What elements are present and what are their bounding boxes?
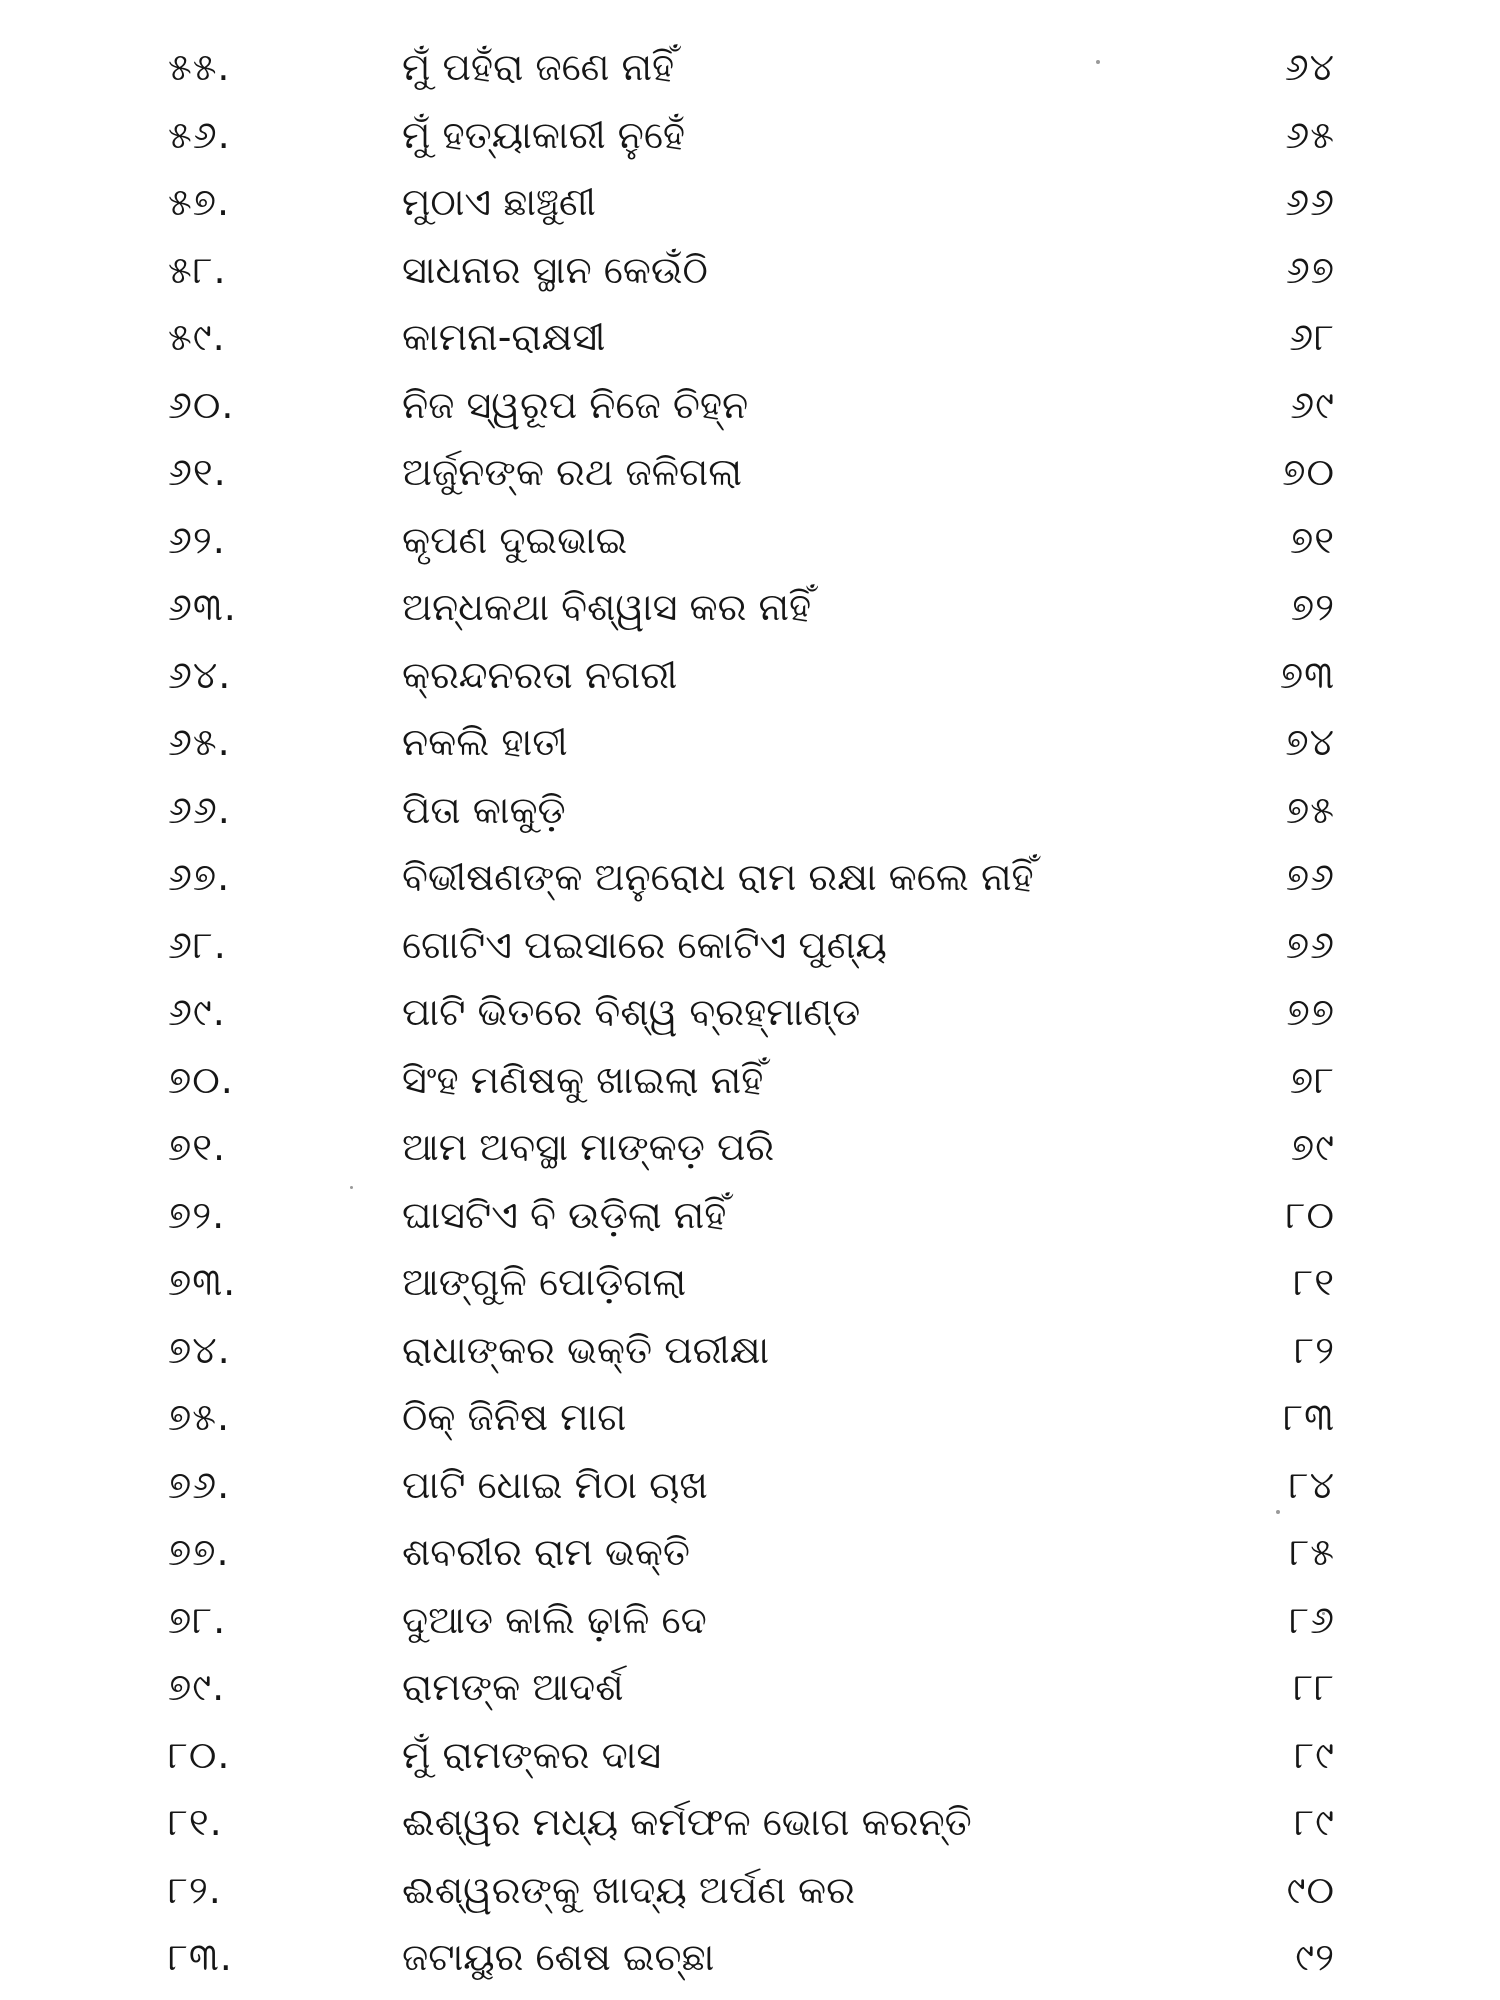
page-number: ୬୭ [1285, 247, 1335, 292]
chapter-title: ଘାସଟିଏ ବି ଉଡ଼ିଲା ନାହିଁ [402, 1192, 727, 1237]
page-number: ୮୪ [1288, 1462, 1335, 1507]
chapter-title: ନକଲି ହାତୀ [402, 720, 568, 764]
page-number: ୭୭ [1286, 990, 1335, 1034]
page-number: ୮୮ [1293, 1665, 1335, 1709]
toc-entry [0, 1726, 1500, 1794]
page-number: ୯୦ [1286, 1867, 1335, 1912]
page-number: ୮୫ [1289, 1530, 1335, 1574]
toc-entry [0, 1591, 1500, 1659]
toc-entry [0, 1321, 1500, 1389]
toc-entry [0, 1861, 1500, 1929]
page-number: ୬୫ [1285, 112, 1335, 157]
page-number: ୭୯ [1290, 1125, 1335, 1169]
chapter-title: ଗୋଟିଏ ପଇସାରେ କୋଟିଏ ପୁଣ୍ୟ [402, 922, 887, 967]
chapter-number: ୮୨. [168, 1867, 222, 1912]
page-number: ୬୪ [1284, 45, 1335, 89]
toc-entry [0, 1118, 1500, 1186]
toc-entry [0, 1456, 1500, 1524]
chapter-title: ପିତା କାକୁଡ଼ି [402, 787, 566, 832]
chapter-number: ୭୫. [168, 1395, 231, 1439]
chapter-title: ଦୁଆଡ କାଲି ଢ଼ାଳି ଦେ [402, 1597, 707, 1642]
chapter-number: ୬୭. [168, 855, 231, 899]
chapter-title: ମୁଁ ହତ୍ୟାକାରୀ ନୁହେଁ [402, 112, 686, 157]
toc-entry [0, 1186, 1500, 1254]
chapter-number: ୮୩. [168, 1935, 233, 1979]
toc-entry [0, 1658, 1500, 1726]
chapter-number: ୬୪. [168, 652, 232, 697]
toc-entry [0, 1051, 1500, 1119]
toc-entry [0, 916, 1500, 984]
contents-list [0, 38, 1500, 1996]
toc-entry [0, 1253, 1500, 1321]
chapter-number: ୭୪. [168, 1327, 231, 1372]
page-number: ୭୮ [1289, 1057, 1335, 1102]
chapter-title: ଅନ୍ଧକଥା ବିଶ୍ୱାସ କର ନାହିଁ [402, 585, 812, 629]
toc-entry [0, 376, 1500, 444]
page-number: ୯୨ [1295, 1935, 1335, 1979]
chapter-title: ଈଶ୍ୱରଙ୍କୁ ଖାଦ୍ୟ ଅର୍ପଣ କର [402, 1867, 855, 1912]
page-number: ୭୦ [1282, 450, 1335, 494]
chapter-number: ୬୩. [168, 585, 237, 629]
chapter-number: ୭୨. [168, 1192, 226, 1237]
page-number: ୮୯ [1294, 1732, 1335, 1777]
chapter-number: ୭୯. [168, 1665, 226, 1709]
chapter-number: ୫୯. [168, 315, 226, 359]
page-number: ୭୫ [1286, 787, 1335, 832]
page-number: ୬୬ [1285, 180, 1335, 224]
page-number: ୮୬ [1289, 1597, 1335, 1642]
chapter-title: କୃପଣ ଦୁଇଭାଇ [402, 517, 628, 562]
toc-entry [0, 1523, 1500, 1591]
page-number: ୭୬ [1285, 855, 1335, 899]
chapter-title: ଶବରୀର ରାମ ଭକ୍ତି [402, 1530, 690, 1574]
page-number: ୬୯ [1290, 382, 1335, 427]
chapter-number: ୭୮. [168, 1597, 227, 1642]
chapter-number: ୭୭. [168, 1530, 230, 1574]
toc-entry [0, 1928, 1500, 1996]
toc-entry [0, 848, 1500, 916]
page-number: ୭୬ [1285, 922, 1335, 967]
chapter-number: ୮୧. [168, 1800, 223, 1844]
chapter-title: ମୁଁ ପହଁରା ଜଣେ ନାହିଁ [402, 45, 675, 89]
chapter-number: ୫୭. [168, 180, 231, 224]
chapter-title: ଅର୍ଜୁନଙ୍କ ରଥ ଜଳିଗଲା [402, 450, 742, 494]
chapter-title: କ୍ରନ୍ଦନରତା ନଗରୀ [402, 652, 678, 697]
toc-entry [0, 443, 1500, 511]
chapter-number: ୭୦. [168, 1057, 234, 1102]
toc-entry [0, 983, 1500, 1051]
toc-entry [0, 173, 1500, 241]
page-number: ୮୧ [1293, 1260, 1335, 1304]
chapter-title: ସିଂହ ମଣିଷକୁ ଖାଇଲା ନାହିଁ [402, 1057, 764, 1102]
toc-entry [0, 578, 1500, 646]
page-number: ୮୦ [1285, 1192, 1335, 1237]
chapter-number: ୭୬. [168, 1462, 231, 1507]
chapter-title: ମୁଁ ରାମଙ୍କର ଦାସ [402, 1732, 662, 1777]
page-number: ୬୮ [1289, 315, 1335, 359]
page-number: ୭୨ [1290, 585, 1335, 629]
chapter-title: ରାମଙ୍କ ଆଦର୍ଶ [402, 1665, 624, 1709]
toc-entry [0, 713, 1500, 781]
chapter-title: ଆମ ଅବସ୍ଥା ମାଙ୍କଡ଼ ପରି [402, 1125, 775, 1169]
chapter-number: ୫୫. [168, 45, 231, 89]
chapter-number: ୮୦. [168, 1732, 231, 1777]
toc-entry [0, 308, 1500, 376]
chapter-number: ୫୬. [168, 112, 231, 157]
page-number: ୭୪ [1285, 720, 1335, 764]
page-number: ୮୩ [1283, 1395, 1335, 1439]
chapter-title: ଆଙ୍ଗୁଳି ପୋଡ଼ିଗଲା [402, 1260, 687, 1304]
chapter-title: ପାଟି ଭିତରେ ବିଶ୍ୱ ବ୍ରହ୍ମାଣ୍ଡ [402, 990, 861, 1034]
chapter-number: ୬୦. [168, 382, 235, 427]
toc-entry [0, 38, 1500, 106]
page-number: ୭୧ [1289, 517, 1335, 562]
chapter-title: କାମନା-ରାକ୍ଷସୀ [402, 315, 606, 359]
chapter-title: ପାଟି ଧୋଇ ମିଠା ଚାଖ [402, 1462, 708, 1507]
chapter-title: ବିଭୀଷଣଙ୍କ ଅନୁରୋଧ ରାମ ରକ୍ଷା କଲେ ନାହିଁ [402, 855, 1034, 899]
toc-entry [0, 106, 1500, 174]
chapter-title: ଜଟାୟୁର ଶେଷ ଇଚ୍ଛା [402, 1935, 715, 1979]
chapter-number: ୬୨. [168, 517, 226, 562]
toc-entry [0, 1388, 1500, 1456]
chapter-number: ୬୮. [168, 922, 227, 967]
toc-entry [0, 781, 1500, 849]
chapter-number: ୬୫. [168, 720, 231, 764]
chapter-title: ରାଧାଙ୍କର ଭକ୍ତି ପରୀକ୍ଷା [402, 1327, 770, 1372]
chapter-number: ୫୮. [168, 247, 227, 292]
chapter-number: ୬୬. [168, 787, 231, 832]
chapter-number: ୭୧. [168, 1125, 227, 1169]
page-number: ୭୩ [1279, 652, 1335, 697]
chapter-number: ୬୧. [168, 450, 227, 494]
chapter-title: ଠିକ୍ ଜିନିଷ ମାଗ [402, 1395, 627, 1439]
chapter-number: ୭୩. [168, 1260, 237, 1304]
chapter-title: ନିଜ ସ୍ୱରୂପ ନିଜେ ଚିହ୍ନ [402, 382, 749, 427]
page-number: ୮୨ [1294, 1327, 1335, 1372]
toc-entry [0, 511, 1500, 579]
toc-entry [0, 646, 1500, 714]
chapter-title: ଈଶ୍ୱର ମଧ୍ୟ କର୍ମଫଳ ଭୋଗ କରନ୍ତି [402, 1800, 972, 1844]
chapter-title: ସାଧନାର ସ୍ଥାନ କେଉଁଠି [402, 247, 708, 292]
toc-entry [0, 1793, 1500, 1861]
chapter-title: ମୁଠାଏ ଛାଞ୍ଚୁଣୀ [402, 180, 596, 224]
chapter-number: ୬୯. [168, 990, 226, 1034]
page-number: ୮୯ [1294, 1800, 1335, 1844]
toc-entry [0, 241, 1500, 309]
